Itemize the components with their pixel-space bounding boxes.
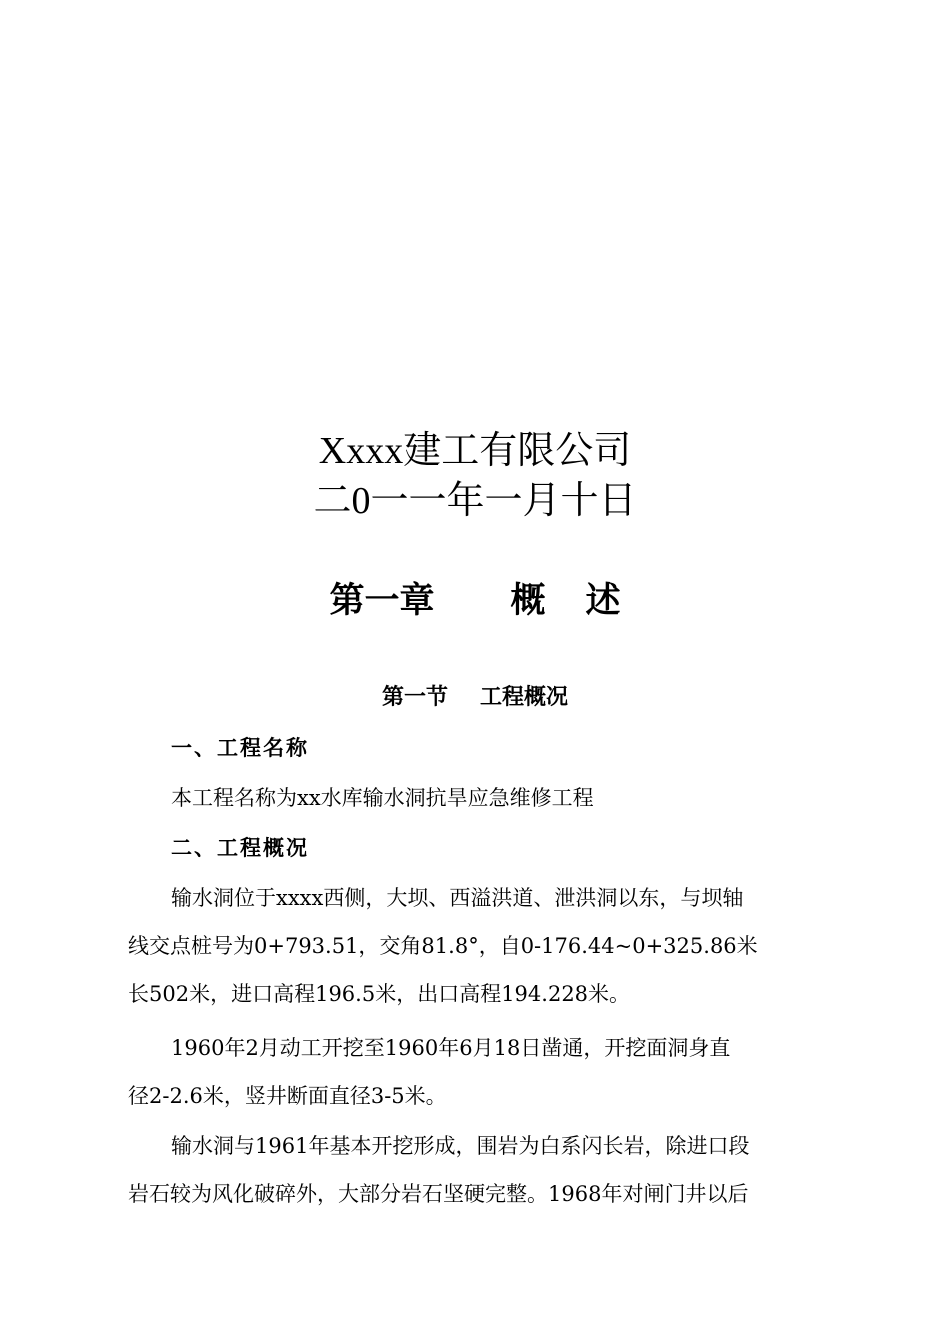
text-line: 输水洞位于xxxx西侧，大坝、西溢洪道、泄洪洞以东，与坝轴 [171, 886, 744, 910]
text-line: 1960年2月动工开挖至1960年6月18日凿通，开挖面洞身直 [171, 1036, 731, 1060]
paragraph-overview-3 [128, 1122, 832, 1218]
chapter-title-char-2: 述 [585, 581, 621, 621]
section-name: 工程概况 [480, 685, 569, 710]
chapter-title-char-1: 概 [510, 581, 546, 621]
section-title [0, 680, 950, 716]
company-name: Xxxx建工有限公司 [318, 430, 632, 472]
chapter-number: 第一章 [329, 581, 435, 621]
text-line: 线交点桩号为0+793.51，交角81.8°，自0-176.44~0+325.86米 [128, 934, 758, 958]
text-line: 径2-2.6米，竖井断面直径3-5米。 [128, 1084, 447, 1108]
section-number: 第一节 [381, 685, 448, 710]
text-line: 输水洞与1961年基本开挖形成，围岩为白系闪长岩，除进口段 [171, 1134, 750, 1158]
document-date: 二0一一年一月十日 [313, 480, 637, 522]
paragraph-project-name [128, 774, 832, 822]
heading-project-overview: 二、工程概况 [171, 836, 309, 860]
paragraph-overview-2 [128, 1024, 832, 1120]
text-line: 长502米，进口高程196.5米，出口高程194.228米。 [128, 982, 631, 1006]
paragraph-overview-1 [128, 874, 832, 1018]
text-line: 本工程名称为xx水库输水洞抗旱应急维修工程 [171, 786, 594, 810]
chapter-title [0, 576, 950, 626]
text-line: 岩石较为风化破碎外，大部分岩石坚硬完整。1968年对闸门井以后 [128, 1182, 749, 1206]
heading-project-name: 一、工程名称 [171, 736, 309, 760]
